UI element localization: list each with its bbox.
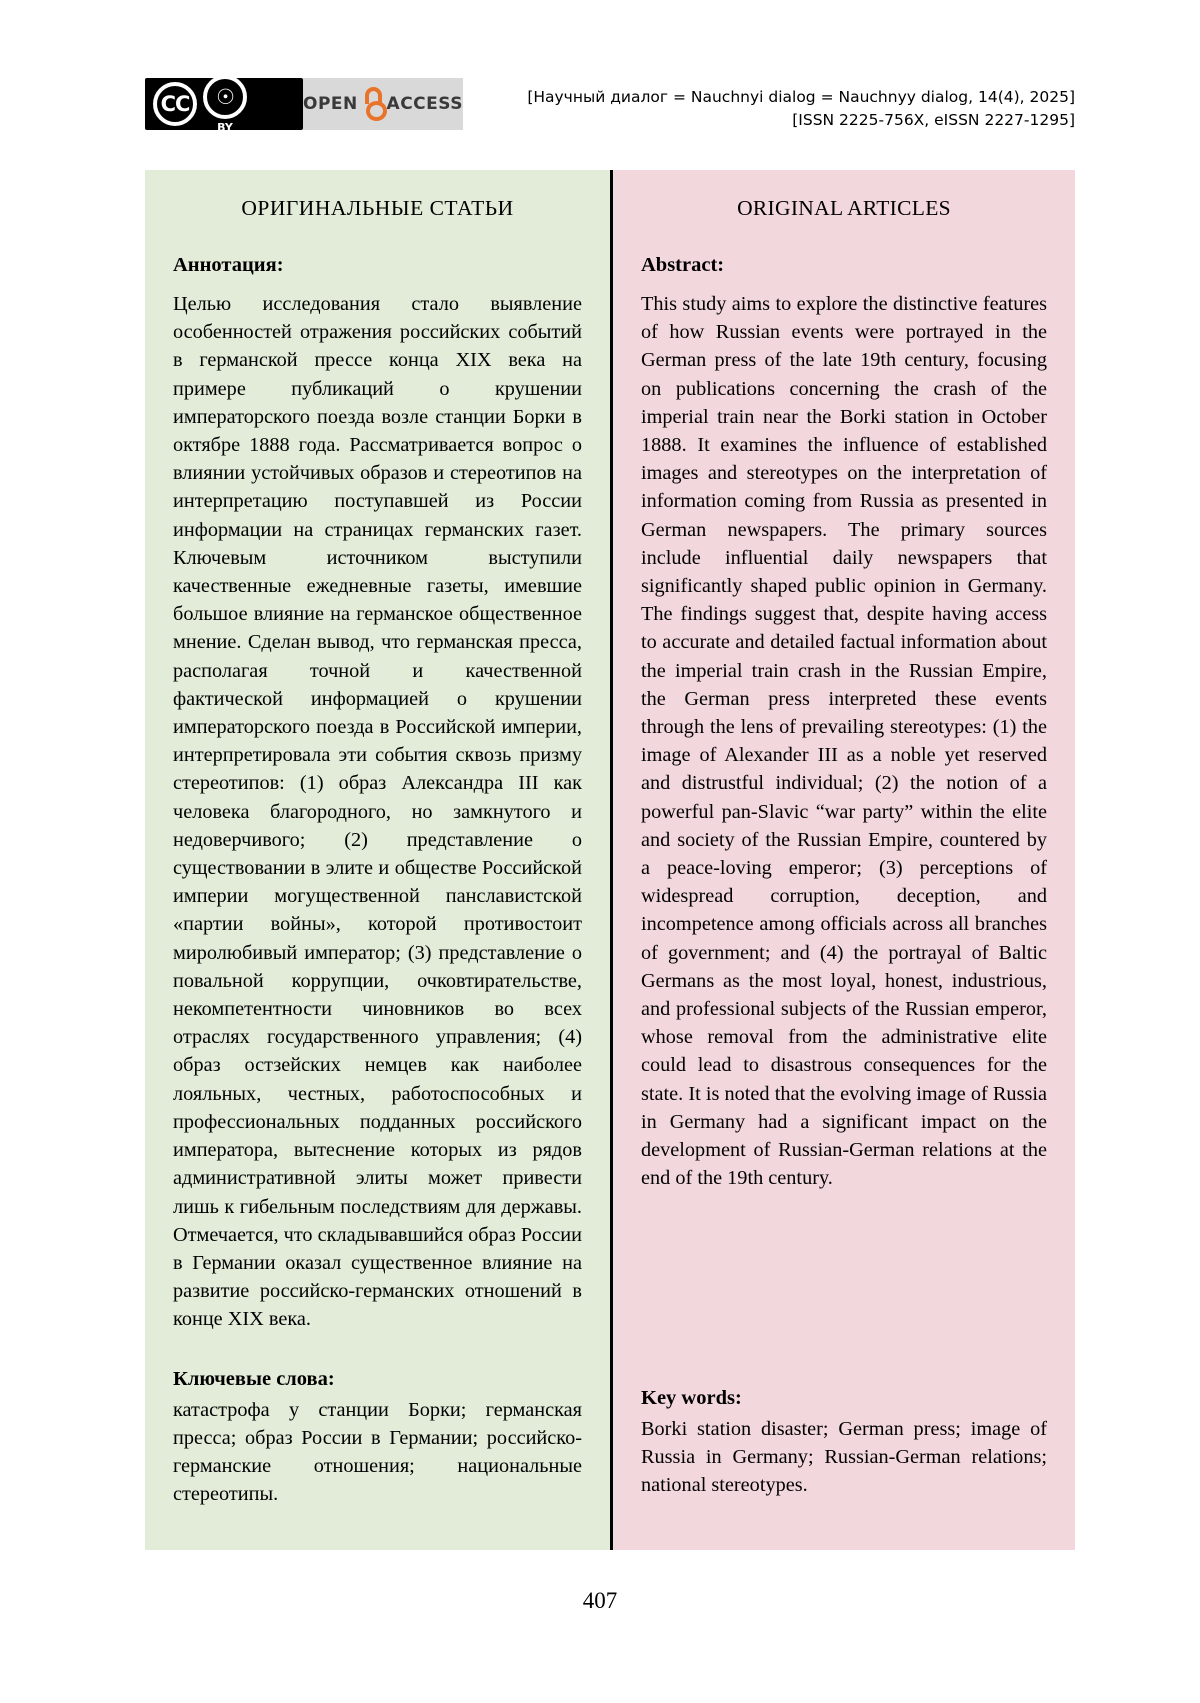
person-icon: ☉ — [203, 78, 247, 119]
cc-logo-group — [145, 78, 247, 130]
english-column — [610, 170, 1075, 1550]
russian-keywords-block — [173, 1368, 582, 1509]
page-header — [145, 78, 1075, 140]
abstract-columns — [145, 170, 1075, 1550]
english-abstract-label: Abstract: — [641, 254, 725, 276]
english-keywords-block — [641, 1387, 1047, 1500]
russian-section-title: ОРИГИНАЛЬНЫЕ СТАТЬИ — [241, 196, 514, 220]
open-access-badge — [303, 78, 463, 130]
page-number: 407 — [582, 1588, 618, 1613]
journal-citation — [527, 86, 1075, 132]
cc-icon: CC — [153, 82, 197, 126]
open-label: OPEN — [303, 94, 358, 114]
creative-commons-badge — [145, 78, 303, 130]
russian-keywords-text: катастрофа у станции Борки; германская пресса; образ России в Германии; российско-германские отношения; национальные стереотипы. — [173, 1398, 582, 1506]
russian-keywords-label: Ключевые слова: — [173, 1367, 335, 1390]
english-abstract-text: This study aims to explore the distinctive features of how Russian events were portrayed in the German press of the late 19th century, focusing on publications concerning the crash of the imperial train near the Borki station in October 1888. It examines the influence of established images and stereotypes on the interpretation of information coming from Russia as presented in German newspapers. The primary sources include influential daily newspapers that significantly shaped public opinion in Germany. The findings suggest that, despite having access to accurate and detailed factual information about the imperial train crash in the Russian Empire, the German press interpreted these events through the lens of prevailing stereotypes: (1) the image of Alexander III as a noble yet reserved and distrustful individual; (2) the notion of a powerful pan-Slavic “war party” within the elite and society of the Russian Empire, countered by a peace-loving emperor; (3) perceptions of widespread corruption, deception, and incompetence among officials across all branches of government; and (4) the portrayal of Baltic Germans as the most loyal, honest, industrious, and professional subjects of the Russian emperor, whose removal from the administrative elite could lead to disastrous consequences for the state. It is noted that the evolving image of Russia in Germany had a significant impact on the development of Russian-German relations at the end of the 19th century. — [641, 293, 1047, 1190]
russian-abstract-label: Аннотация: — [173, 254, 284, 276]
cc-by-label: BY — [217, 120, 233, 130]
open-lock-icon — [362, 87, 383, 121]
russian-abstract-text: Целью исследования стало выявление особенностей отражения российских событий в германской прессе конца XIX века на примере публикаций о крушении императорского поезда возле станции Борки в октябре 1888 года. Рассматривается вопрос о влиянии устойчивых образов и стереотипов на интерпретацию поступавшей из России информации на страницах германских газет. Ключевым источником выступили качественные ежедневные газеты, имевшие большое влияние на германское общественное мнение. Сделан вывод, что германская пресса, располагая точной и качественной фактической информацией о крушении императорского поезда в Российской империи, интерпретировала эти события сквозь призму стереотипов: (1) образ Александра III как человека благородного, но замкнутого и недоверчивого; (2) представление о существовании в элите и обществе Российской империи могущественной панславистской «партии войны», которой противостоит миролюбивый император; (3) представление о повальной коррупции, очковтирательстве, некомпетентности чиновников во всех отраслях государственного управления; (4) образ остзейских немцев как наиболее лояльных, честных, работоспособных и профессиональных подданных российского императора, вытеснение которых из рядов административной элиты может привести лишь к гибельным последствиям для державы. Отмечается, что складывавшийся образ России в Германии оказал существенное влияние на развитие российско-германских отношений в конце XIX века. — [173, 293, 582, 1331]
english-keywords-text: Borki station disaster; German press; image of Russia in Germany; Russian-German relations; national stereotypes. — [641, 1417, 1047, 1496]
cc-by-group — [203, 78, 247, 130]
english-keywords-label: Key words: — [641, 1386, 742, 1409]
english-section-title: ORIGINAL ARTICLES — [737, 196, 951, 220]
journal-citation-line-1: [Научный диалог = Nauchnyi dialog = Nauchnyy dialog, 14(4), 2025] — [527, 88, 1075, 106]
russian-column — [145, 170, 610, 1550]
journal-issn-line: [ISSN 2225-756X, eISSN 2227-1295] — [792, 111, 1075, 129]
access-label: ACCESS — [386, 94, 463, 114]
